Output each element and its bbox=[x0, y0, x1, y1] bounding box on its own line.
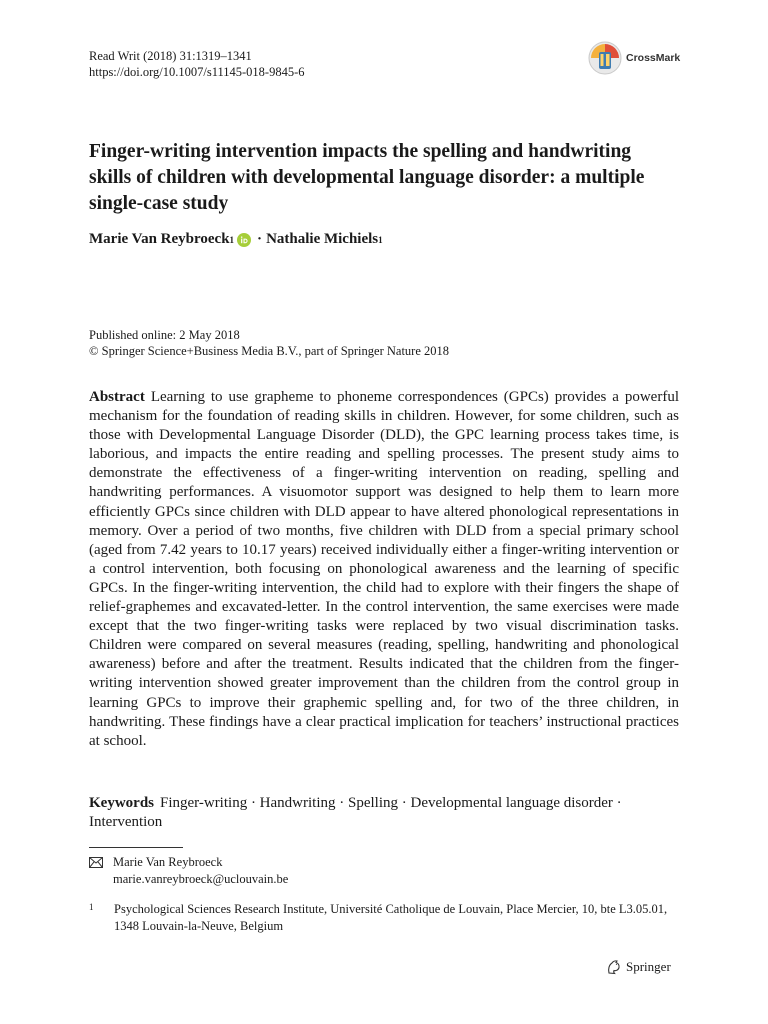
affiliation-number: 1 bbox=[89, 902, 94, 912]
corresponding-author-name: Marie Van Reybroeck bbox=[113, 855, 223, 869]
publisher-logo bbox=[606, 959, 671, 975]
author-affiliation-marker: 1 bbox=[229, 234, 235, 245]
abstract-label: Abstract bbox=[89, 389, 145, 405]
article-title: Finger-writing intervention impacts the spelling and handwriting skills of children with developmental language disorder: a multiple single-case study bbox=[89, 141, 645, 214]
publisher-name: Springer bbox=[626, 959, 671, 974]
journal-citation: Read Writ (2018) 31:1319–1341 bbox=[89, 49, 252, 63]
publication-info bbox=[89, 327, 449, 359]
footnote-divider bbox=[89, 847, 183, 848]
crossmark-badge[interactable] bbox=[587, 40, 680, 76]
abstract-text: Learning to use grapheme to phoneme correspondences (GPCs) provides a powerful mechanism for the foundation of reading skills in children. However, for some children, such as those with Developmental Language Disorder (DLD), the GPC learning process takes time, is laborious, and impacts the entire reading and spelling processes. The present study aims to demonstrate the effectiveness of a finger-writing intervention on reading, spelling and handwriting performances. A visuomotor support was designed to help them to learn more efficiently GPCs since children with DLD appear to have altered phonological representations in memory. Over a period of two months, five children with DLD from a special primary school (aged from 7.42 years to 10.17 years) received individually either a finger-writing intervention or a control intervention, both focusing on phonological awareness and the learning of specific GPCs. In the finger-writing intervention, the child had to explore with their fingers the shape of relief-graphemes and excavated-letter. In the control intervention, the same exercises were made except that the two finger-writing tasks were replaced by two visual discrimination tasks. Children were compared on several measures (reading, spelling, handwriting and phonological awareness) before and after the treatment. Results indicated that the children from the finger-writing intervention showed greater improvement than the children from the control group in learning GPCs to improve their graphemic spelling and, for two of the three children, in handwriting. These findings have a clear practical implication for teachers’ instructional practices at school. bbox=[89, 389, 679, 749]
copyright-notice: © Springer Science+Business Media B.V., part of Springer Nature 2018 bbox=[89, 344, 450, 358]
crossmark-label: CrossMark bbox=[626, 52, 681, 64]
keywords-label: Keywords bbox=[89, 795, 154, 811]
crossmark-icon bbox=[587, 40, 623, 76]
affiliation-text: Psychological Sciences Research Institute, Université Catholique de Louvain, Place Mercier, 10, bte L3.05.01, 1348 Louvain-la-Neuve, Belgium bbox=[114, 902, 668, 933]
springer-horse-icon bbox=[606, 959, 622, 975]
envelope-icon bbox=[89, 857, 103, 868]
doi-link[interactable]: https://doi.org/10.1007/s11145-018-9845-6 bbox=[89, 65, 305, 79]
author-name[interactable]: Nathalie Michiels bbox=[266, 231, 379, 247]
author-affiliation-marker: 1 bbox=[378, 234, 383, 245]
corresponding-author-email[interactable]: marie.vanreybroeck@uclouvain.be bbox=[113, 872, 289, 886]
author-list bbox=[89, 231, 383, 248]
journal-header bbox=[89, 48, 305, 80]
author-name[interactable]: Marie Van Reybroeck bbox=[89, 231, 230, 247]
affiliation bbox=[89, 901, 669, 935]
abstract bbox=[89, 388, 679, 751]
orcid-icon[interactable] bbox=[237, 233, 251, 247]
published-date: Published online: 2 May 2018 bbox=[89, 328, 240, 342]
author-separator: · bbox=[257, 231, 263, 247]
correspondence bbox=[89, 854, 288, 888]
keywords bbox=[89, 794, 649, 832]
keywords-text: Finger-writing · Handwriting · Spelling · Developmental language disorder · Intervention bbox=[89, 795, 622, 830]
